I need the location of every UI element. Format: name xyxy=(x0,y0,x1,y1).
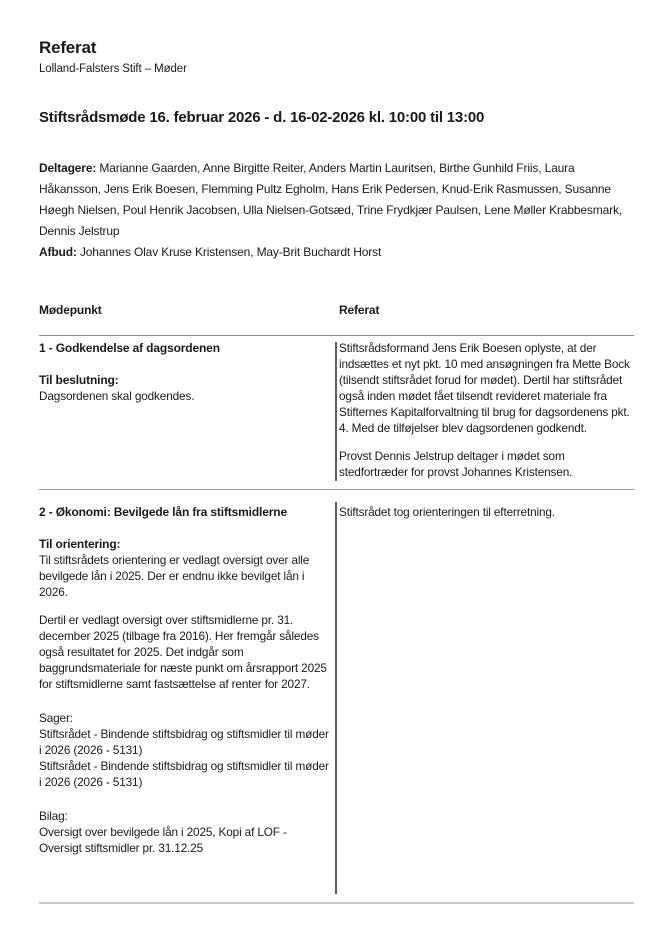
agenda-2-referat-cell xyxy=(335,504,634,902)
participants-line xyxy=(39,158,634,242)
bilag-group xyxy=(39,808,329,856)
sager-item: Stiftsrådet - Bindende stiftsbidrag og stiftsmidler til møder i 2026 (2026 - 5131) xyxy=(39,759,329,789)
agenda-1-title: 1 - Godkendelse af dagsordenen xyxy=(39,341,220,355)
column-header-referat: Referat xyxy=(339,303,380,317)
agenda-2-orientation-paragraph: Dertil er vedlagt oversigt over stiftsmidlerne pr. 31. december 2025 (tilbage fra 2016). Her fremgår således også resultatet for 2025. Det indgår som baggrundsmateriale for næste punkt om årsrapport 2025 for stiftsmidlerne samt fastsættelse af renter for 2027. xyxy=(39,613,327,691)
agenda-2-modepunkt-cell xyxy=(39,504,335,902)
agenda-1-decision-text: Dagsordenen skal godkendes. xyxy=(39,389,195,403)
meeting-heading: Stiftsrådsmøde 16. februar 2026 - d. 16-02-2026 kl. 10:00 til 13:00 xyxy=(39,109,485,126)
agenda-2-orientation-label: Til orientering: xyxy=(39,537,121,551)
absent-line xyxy=(39,242,634,263)
participants-names: Marianne Gaarden, Anne Birgitte Reiter, Anders Martin Lauritsen, Birthe Gunhild Friis, Laura Håkansson, Jens Erik Boesen, Flemming Pultz Egholm, Hans Erik Pedersen, Knud-Erik Rasmussen, Susanne Høegh Nielsen, Poul Henrik Jacobsen, Ulla Nielsen-Gotsæd, Trine Frydkjær Paulsen, Lene Møller Krabbesmark, Dennis Jelstrup xyxy=(39,161,623,238)
sager-label: Sager: xyxy=(39,711,73,725)
referat-paragraph: Stiftsrådet tog orienteringen til efterretning. xyxy=(339,505,555,519)
agenda-row-2 xyxy=(39,490,634,904)
participants-label: Deltagere: xyxy=(39,161,97,175)
table-header-row xyxy=(39,302,634,336)
sager-group xyxy=(39,710,329,790)
attendance-block xyxy=(39,158,634,263)
agenda-1-modepunkt-cell xyxy=(39,340,335,483)
agenda-2-title: 2 - Økonomi: Bevilgede lån fra stiftsmidlerne xyxy=(39,505,287,519)
document-subtitle: Lolland-Falsters Stift – Møder xyxy=(39,63,187,75)
referat-paragraph: Stiftsrådsformand Jens Erik Boesen oplyste, at der indsættes et nyt pkt. 10 med ansøgningen fra Mette Bock (tilsendt stiftsrådet forud for mødet). Dertil har stiftsrådet også inden mødet fået tilsendt revideret materiale fra Stifternes Kapitalforvaltning til brug for dagsordenens pkt. 4. Med de tilføjelser blev dagsordenen godkendt. xyxy=(339,341,630,435)
document-title: Referat xyxy=(39,38,97,57)
bilag-text: Oversigt over bevilgede lån i 2025, Kopi af LOF - Oversigt stiftsmidler pr. 31.12.25 xyxy=(39,825,287,855)
absent-label: Afbud: xyxy=(39,245,77,259)
agenda-row-1 xyxy=(39,336,634,490)
bilag-label: Bilag: xyxy=(39,809,68,823)
absent-names: Johannes Olav Kruse Kristensen, May-Brit Buchardt Horst xyxy=(79,245,382,259)
sager-item: Stiftsrådet - Bindende stiftsbidrag og stiftsmidler til møder i 2026 (2026 - 5131) xyxy=(39,727,329,757)
minutes-table xyxy=(39,302,634,904)
column-header-modepunkt: Mødepunkt xyxy=(39,303,102,317)
agenda-1-referat-cell xyxy=(335,340,634,483)
agenda-1-decision-label: Til beslutning: xyxy=(39,373,119,387)
referat-paragraph: Provst Dennis Jelstrup deltager i mødet som stedfortræder for provst Johannes Kristensen. xyxy=(339,449,573,479)
agenda-2-orientation-paragraph: Til stiftsrådets orientering er vedlagt oversigt over alle bevilgede lån i 2025. Der er endnu ikke bevilget lån i 2026. xyxy=(39,553,310,599)
